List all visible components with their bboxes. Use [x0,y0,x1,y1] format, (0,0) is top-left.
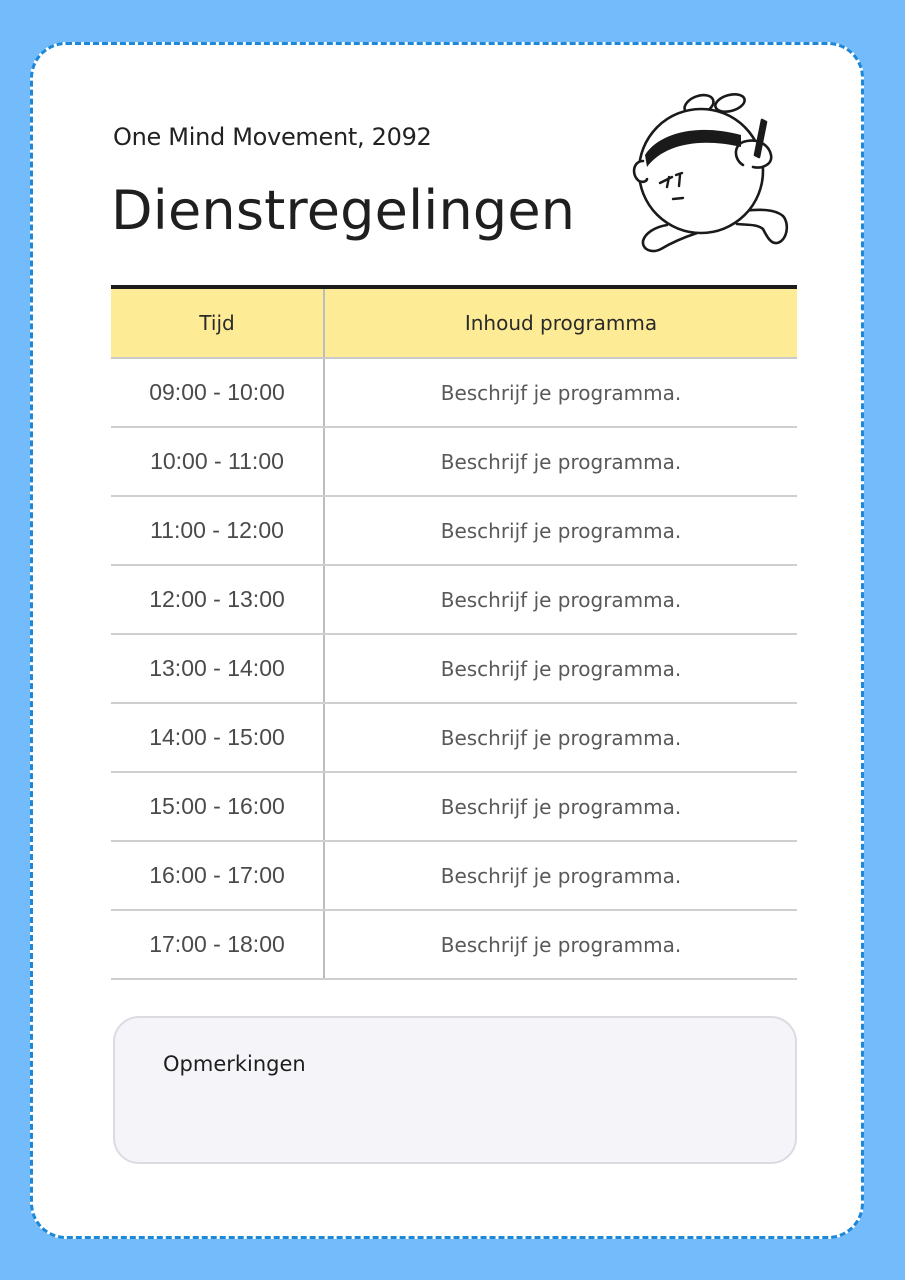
table-row [111,496,797,565]
table-row [111,358,797,427]
notes-label: Opmerkingen [163,1052,306,1076]
table-row [111,772,797,841]
schedule-table [111,285,797,980]
program-cell[interactable]: Beschrijf je programma. [324,496,797,565]
program-cell[interactable]: Beschrijf je programma. [324,358,797,427]
time-cell: 13:00 - 14:00 [111,634,324,703]
table-row [111,565,797,634]
organization-name: One Mind Movement, 2092 [113,123,432,151]
program-cell[interactable]: Beschrijf je programma. [324,634,797,703]
program-cell[interactable]: Beschrijf je programma. [324,703,797,772]
page-title: Dienstregelingen [111,179,576,242]
program-cell[interactable]: Beschrijf je programma. [324,910,797,979]
table-row [111,910,797,979]
time-cell: 11:00 - 12:00 [111,496,324,565]
time-cell: 14:00 - 15:00 [111,703,324,772]
time-cell: 16:00 - 17:00 [111,841,324,910]
table-row [111,841,797,910]
time-cell: 12:00 - 13:00 [111,565,324,634]
program-cell[interactable]: Beschrijf je programma. [324,427,797,496]
document-card [30,42,864,1239]
program-cell[interactable]: Beschrijf je programma. [324,565,797,634]
table-row [111,427,797,496]
time-cell: 09:00 - 10:00 [111,358,324,427]
program-cell[interactable]: Beschrijf je programma. [324,772,797,841]
time-cell: 10:00 - 11:00 [111,427,324,496]
table-row [111,634,797,703]
program-cell[interactable]: Beschrijf je programma. [324,841,797,910]
table-header-row [111,289,797,358]
time-cell: 15:00 - 16:00 [111,772,324,841]
running-character-icon [625,91,795,261]
time-cell: 17:00 - 18:00 [111,910,324,979]
column-header-content: Inhoud programma [324,289,797,358]
table-row [111,703,797,772]
notes-box[interactable] [113,1016,797,1164]
column-header-time: Tijd [111,289,324,358]
